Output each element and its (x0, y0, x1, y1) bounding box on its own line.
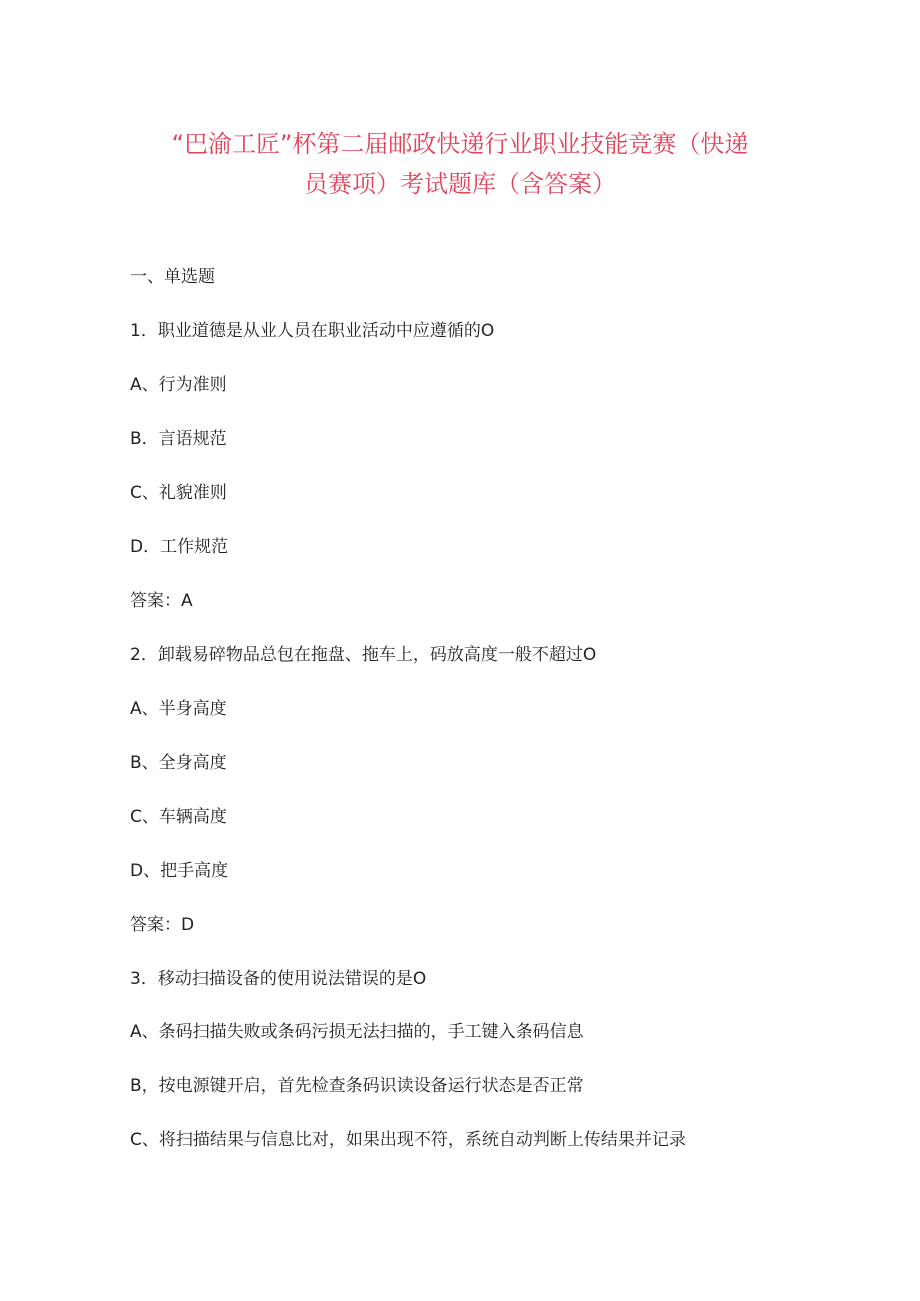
question-1-answer: 答案：A (130, 591, 193, 611)
question-1-stem: 1．职业道德是从业人员在职业活动中应遵循的O (130, 321, 495, 341)
question-2-option-a: A、半身高度 (130, 699, 227, 719)
document-title-line-1: “巴渝工匠”杯第二届邮政快递行业职业技能竞赛（快递 (171, 130, 749, 158)
document-title-line-2: 员赛项）考试题库（含答案） (304, 170, 616, 198)
question-2-option-c: C、车辆高度 (130, 807, 227, 827)
question-2-option-d: D、把手高度 (130, 861, 229, 881)
question-3-option-a: A、条码扫描失败或条码污损无法扫描的，手工键入条码信息 (130, 1022, 584, 1042)
question-1-option-a: A、行为准则 (130, 375, 227, 395)
question-3-option-c: C、将扫描结果与信息比对，如果出现不符，系统自动判断上传结果并记录 (130, 1130, 686, 1150)
question-3-option-b: B，按电源键开启，首先检查条码识读设备运行状态是否正常 (130, 1076, 584, 1096)
question-2-option-b: B、全身高度 (130, 753, 227, 773)
question-2-answer: 答案：D (130, 915, 195, 935)
question-1-option-b: B．言语规范 (130, 429, 227, 449)
section-heading: 一、单选题 (130, 267, 215, 287)
question-1-option-c: C、礼貌准则 (130, 483, 227, 503)
question-1-option-d: D．工作规范 (130, 537, 229, 557)
question-2-stem: 2．卸载易碎物品总包在拖盘、拖车上，码放高度一般不超过O (130, 645, 597, 665)
question-3-stem: 3．移动扫描设备的使用说法错误的是O (130, 969, 427, 989)
